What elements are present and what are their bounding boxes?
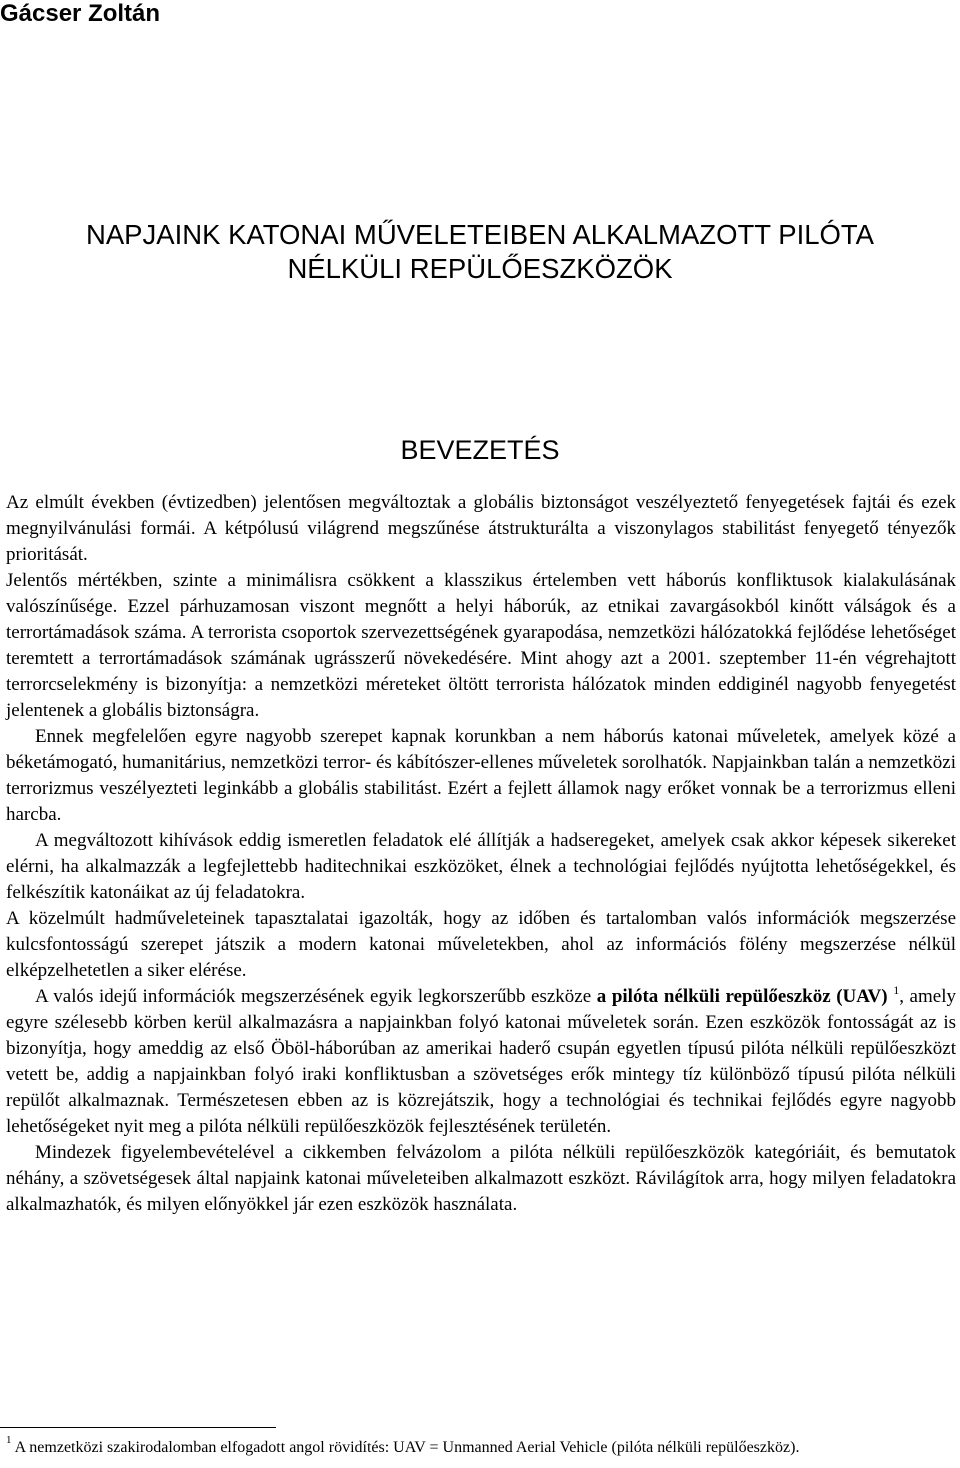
paragraph-6-rest: , amely egyre szélesebb körben kerül alkalmazásra a napjainkban folyó katonai műveletek során. Ezen eszközök fontosságát az is bizonyítja, hogy ameddig az első Öböl-háborúban az amerikai haderő csupán egyetlen típusú pilóta nélküli repülőeszközt vetett be, addig a napjainkban folyó iraki konfliktusban a szövetséges erők mintegy tíz különböző típusú pilóta nélküli repülőt alkalmaznak. Természetesen ebben az is közrejátszik, hogy a technológiai és technikai fejlődés egyre nagyobb lehetőségeket nyit meg a pilóta nélküli repülőeszközök fejlesztésének területén. [6, 986, 956, 1137]
section-heading: BEVEZETÉS [400, 435, 560, 465]
paragraph-7: Mindezek figyelembevételével a cikkemben felvázolom a pilóta nélküli repülőeszközök kategóriáit, és bemutatok néhány, a szövetségesek által napjaink katonai műveleteiben alkalmazott eszközt. Rávilágítok arra, hogy milyen feladatokra alkalmazhatók, és milyen előnyökkel jár ezen eszközök használata. [6, 1142, 956, 1215]
paragraph-1: Az elmúlt években (évtizedben) jelentősen megváltoztak a globális biztonságot veszélyeztető fenyegetések fajtái és ezek megnyilvánulási formái. A kétpólusú világrend megszűnése átstrukturálta a viszonylagos stabilitást fenyegető tényezők prioritását. [6, 492, 956, 565]
article-title-line-1: NAPJAINK KATONAI MŰVELETEIBEN ALKALMAZOTT PILÓTA [85, 219, 875, 250]
footnote-reference[interactable]: 1 [893, 983, 900, 997]
footnote [6, 1436, 956, 1460]
author-name: Gácser Zoltán [0, 0, 161, 27]
article-body [6, 490, 956, 1218]
paragraph-5: A közelmúlt hadműveleteinek tapasztalatai igazolták, hogy az időben és tartalomban valós információk megszerzése kulcsfontosságú szerepet játszik a modern katonai műveletekben, ahol az információs fölény megszerzése nélkül elképzelhetetlen a siker elérése. [6, 908, 956, 981]
footnote-text: A nemzetközi szakirodalomban elfogadott angol rövidítés: UAV = Unmanned Aerial Vehicle (pilóta nélküli repülőeszköz). [11, 1439, 800, 1456]
paragraph-6 [6, 984, 956, 1140]
paragraph-3: Ennek megfelelően egyre nagyobb szerepet kapnak korunkban a nem háborús katonai műveletek, amelyek közé a béketámogató, humanitárius, nemzetközi terror- és kábítószer-ellenes műveletek sorolhatók. Napjainkban talán a nemzetközi terrorizmus veszélyezteti leginkább a globális stabilitást. Ezért a fejlett államok nagy erőket vonnak be a terrorizmus elleni harcba. [6, 726, 956, 825]
paragraph-6-intro: A valós idejű információk megszerzésének egyik legkorszerűbb eszköze [35, 986, 597, 1007]
article-title [0, 218, 960, 286]
article-title-line-2: NÉLKÜLI REPÜLŐESZKÖZÖK [287, 253, 673, 284]
footnote-separator [0, 1427, 276, 1428]
uav-term: a pilóta nélküli repülőeszköz (UAV) [596, 986, 888, 1007]
paragraph-2: Jelentős mértékben, szinte a minimálisra csökkent a klasszikus értelemben vett háborús konfliktusok kialakulásának valószínűsége. Ezzel párhuzamosan viszont megnőtt a helyi háborúk, az etnikai zavargásokból kinőtt válságok és a terrortámadások száma. A terrorista csoportok szervezettségének gyarapodása, nemzetközi hálózatokká fejlődése lehetőséget teremtett a terrortámadások számának ugrásszerű növekedésére. Mint ahogy azt a 2001. szeptember 11-én végrehajtott terrorcselekmény is bizonyítja: a nemzetközi méreteket öltött terrorista hálózatok minden eddiginél nagyobb fenyegetést jelentenek a globális biztonságra. [6, 570, 956, 721]
paragraph-4: A megváltozott kihívások eddig ismeretlen feladatok elé állítják a hadseregeket, amelyek csak akkor képesek sikereket elérni, ha alkalmazzák a legfejlettebb haditechnikai eszközöket, élnek a technológiai fejlődés nyújtotta lehetőségekkel, és felkészítik katonáikat az új feladatokra. [6, 830, 956, 903]
footnote-marker: 1 [6, 1434, 12, 1446]
